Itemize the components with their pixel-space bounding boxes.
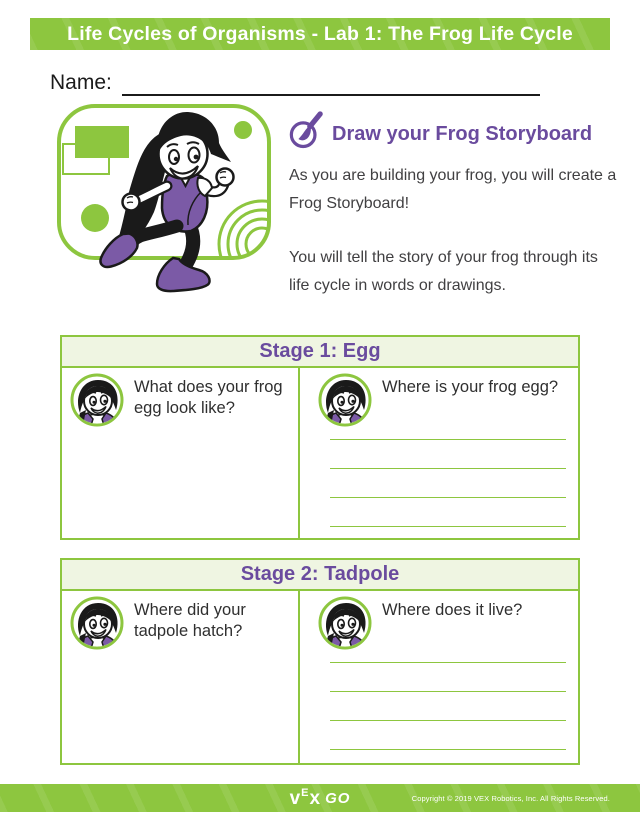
writing-line [330, 721, 566, 750]
question-text: Where does it live? [382, 601, 523, 619]
intro-heading-row [289, 110, 621, 150]
stage-1-right-cell [300, 368, 578, 538]
copyright-text: Copyright © 2019 VEX Robotics, Inc. All Rights Reserved. [411, 793, 610, 803]
writing-line [330, 411, 566, 440]
paintbrush-icon [289, 110, 323, 150]
logo-letter-x: x [309, 787, 321, 809]
question-text: Where did your tadpole hatch? [134, 601, 246, 640]
girl-avatar-icon [70, 373, 124, 427]
name-row [50, 66, 540, 96]
writing-lines [330, 411, 566, 527]
writing-line [330, 692, 566, 721]
intro-paragraph-1: As you are building your frog, you will create a Frog Storyboard! [289, 167, 617, 212]
stage-2-header [62, 560, 578, 591]
logo-go-text: GO [325, 789, 351, 807]
intro-heading: Draw your Frog Storyboard [332, 122, 593, 145]
stage-1-egg-section [60, 335, 580, 540]
stage-2-tadpole-section [60, 558, 580, 765]
stage-2-right-cell [300, 591, 578, 763]
footer-bar [0, 784, 640, 812]
question-row [70, 596, 290, 650]
stage-1-title: Stage 1: Egg [259, 340, 381, 362]
intro-paragraph-2: You will tell the story of your frog through its life cycle in words or drawings. [289, 249, 598, 294]
intro-section [289, 110, 621, 300]
page-title: Life Cycles of Organisms - Lab 1: The Frog Life Cycle [67, 22, 573, 45]
stage-2-title: Stage 2: Tadpole [240, 563, 400, 585]
vex-go-logo [290, 784, 351, 812]
running-girl-illustration [55, 100, 285, 315]
question-text: Where is your frog egg? [382, 378, 559, 396]
writing-line [330, 498, 566, 527]
name-label: Name: [50, 71, 112, 94]
writing-line [330, 634, 566, 663]
question-text: What does your frog egg look like? [134, 378, 283, 417]
stage-1-header [62, 337, 578, 368]
stage-1-body [62, 368, 578, 538]
logo-letter-v: v [289, 787, 301, 809]
stage-2-body [62, 591, 578, 763]
question-row [70, 373, 290, 427]
writing-line [330, 663, 566, 692]
stage-1-left-cell [62, 368, 300, 538]
writing-line [330, 469, 566, 498]
logo-letter-e: E [301, 786, 309, 799]
girl-avatar-icon [70, 596, 124, 650]
name-write-line [122, 70, 540, 96]
header-bar [30, 18, 610, 50]
writing-lines [330, 634, 566, 750]
stage-2-left-cell [62, 591, 300, 763]
writing-line [330, 440, 566, 469]
